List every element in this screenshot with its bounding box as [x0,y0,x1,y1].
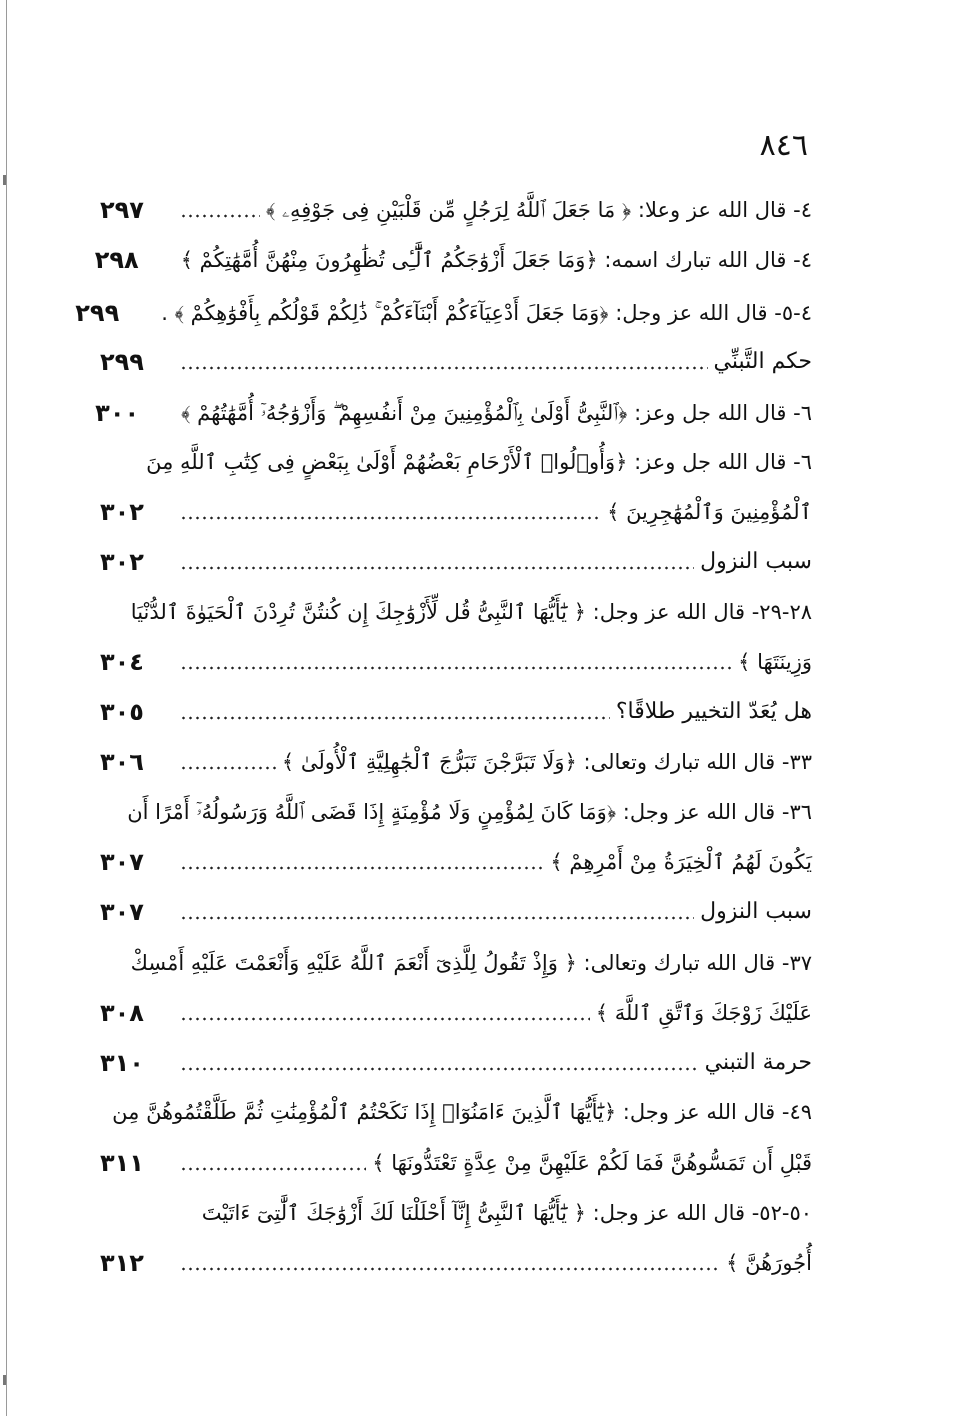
toc-entry-title: ٤٩- قال الله عز وجل: ﴿يَٰٓأَيُّهَا ٱلَّذِينَ ءَامَنُوٓا۟ إِذَا نَكَحْتُمُ ٱلْمُؤْمِنَٰتِ ثُمَّ طَلَّقْتُمُوهُنَّ مِن [112,1100,812,1124]
toc-entry-title: ٣٣- قال الله تبارك وتعالى: ﴿وَلَا تَبَرَّجْنَ تَبَرُّجَ ٱلْجَٰهِلِيَّةِ ٱلْأُولَىٰ ﴾ [281,750,812,774]
toc-page-number: ٣١٢ [100,1249,144,1277]
toc-entry-title: ٤- قال الله تبارك اسمه: ﴿وَمَا جَعَلَ أَزْوَٰجَكُمُ ٱلَّٰٓـِٔى تُظَٰهِرُونَ مِنْهُنَّ أُمَّهَٰتِكُمْ ﴾ [180,248,812,272]
toc-entry [100,342,812,382]
toc-entry [100,542,812,582]
dot-leader [180,364,708,372]
toc-entry-title: ٤-٥- قال الله عز وجل: ﴿وَمَا جَعَلَ أَدْعِيَآءَكُمْ أَبْنَآءَكُمْ ۚ ذَٰلِكُمْ قَوْلُكُم بِأَفْوَٰهِكُمْ ﴾ . [161,301,812,325]
toc-entry [100,492,812,532]
toc-entry [100,1092,812,1132]
toc-entry [100,592,812,632]
toc-entry [100,792,812,832]
toc-page-number: ٣٠٥ [100,698,144,726]
dot-leader [180,764,276,772]
toc-entry [100,692,812,732]
toc-entry-title: يَكُونَ لَهُمُ ٱلْخِيَرَةُ مِنْ أَمْرِهِمْ ﴾ [550,850,812,874]
toc-entry-title: ٣٦- قال الله عز وجل: ﴿وَمَا كَانَ لِمُؤْمِنٍ وَلَا مُؤْمِنَةٍ إِذَا قَضَى ٱللَّهُ وَرَسُولُهُۥٓ أَمْرًا أَن [127,800,812,824]
toc-page-number: ٣١٠ [100,1049,144,1077]
toc-entry-title: ٤- قال الله عز وعلا: ﴿ مَا جَعَلَ ٱللَّهُ لِرَجُلٍ مِّن قَلْبَيْنِ فِى جَوْفِهِۦ ﴾ [266,198,812,222]
toc-entry-title: ٢٨-٢٩- قال الله عز وجل: ﴿ يَٰٓأَيُّهَا ٱلنَّبِىُّ قُل لِّأَزْوَٰجِكَ إِن كُنتُنَّ تُرِدْنَ ٱلْحَيَوٰةَ ٱلدُّنْيَا [130,600,812,624]
toc-entry [100,1143,812,1183]
toc-page-number: ٣٠٨ [100,999,144,1027]
toc-entry-title: عَلَيْكَ زَوْجَكَ وَٱتَّقِ ٱللَّهَ ﴾ [595,1001,812,1025]
toc-entry [95,393,812,433]
toc-page-number: ٣٠٢ [100,548,144,576]
toc-entry-title: سبب النزول [700,549,812,574]
toc-entry-title: قَبْلِ أَن تَمَسُّوهُنَّ فَمَا لَكُمْ عَلَيْهِنَّ مِنْ عِدَّةٍ تَعْتَدُّونَهَا ﴾ [372,1151,812,1175]
toc-entry [100,943,812,983]
toc-entry-title: ٣٧- قال الله تبارك وتعالى: ﴿ وَإِذْ تَقُولُ لِلَّذِىٓ أَنْعَمَ ٱللَّهُ عَلَيْهِ وَأَنْعَمْتَ عَلَيْهِ أَمْسِكْ [130,951,812,975]
toc-entry [100,190,812,230]
toc-entry [100,742,812,782]
toc-entry [100,442,812,482]
toc-page-number: ٢٩٩ [75,299,120,327]
toc-entry-title: ٦- قال الله جل وعز: ﴿وَأُو۟لُوا۟ ٱلْأَرْحَامِ بَعْضُهُمْ أَوْلَىٰ بِبَعْضٍ فِى كِتَٰبِ ٱللَّهِ مِنَ [146,450,812,474]
toc-page-number: ٣٠٦ [100,748,144,776]
dot-leader [180,864,544,872]
toc-entry-title: ٥٠-٥٢- قال الله عز وجل: ﴿ يَٰٓأَيُّهَا ٱلنَّبِىُّ إِنَّآ أَحْلَلْنَا لَكَ أَزْوَٰجَكَ ٱلَّٰتِىٓ ءَاتَيْتَ [201,1201,812,1225]
toc-page-number: ٣١١ [100,1149,144,1177]
dot-leader [180,564,694,572]
toc-entry [100,642,812,682]
toc-entry [100,1193,812,1233]
dot-leader [180,514,601,522]
dot-leader [180,212,260,220]
dot-leader [180,1265,720,1273]
toc-page-number: ٣٠٢ [100,498,144,526]
toc-entry-title: ٱلْمُؤْمِنِينَ وَٱلْمُهَٰجِرِينَ ﴾ [607,500,812,524]
toc-entry-title: أُجُورَهُنَّ ﴾ [726,1251,812,1275]
toc-page-number: ٣٠٤ [100,648,144,676]
dot-leader [180,1065,699,1073]
toc-entry-title: هل يُعَدّ التخيير طلاقًا؟ [615,699,812,724]
toc-page-number: ٣٠٠ [95,399,140,427]
toc-entry [100,842,812,882]
dot-leader [180,1165,366,1173]
toc-entry [75,293,812,333]
toc-entry [100,993,812,1033]
toc-page-number: ٢٩٧ [100,196,144,224]
toc-entry [100,1043,812,1083]
toc-page-number: ٣٠٧ [100,848,144,876]
page-number: ٨٤٦ [759,128,808,163]
toc-entry-title: وَزِينَتَهَا ﴾ [738,650,812,674]
toc-entry [94,240,812,280]
toc-entry-title: ٦- قال الله جل وعز: ﴿ٱلنَّبِىُّ أَوْلَىٰ بِٱلْمُؤْمِنِينَ مِنْ أَنفُسِهِمْ ۖ وَأَزْوَٰجُهُۥٓ أُمَّهَٰتُهُمْ ﴾ [181,401,812,425]
toc-page-number: ٣٠٧ [100,898,144,926]
toc-entry [100,1243,812,1283]
dot-leader [180,914,694,922]
toc-entry [100,892,812,932]
toc-entry-title: سبب النزول [700,899,812,924]
toc-entry-title: حكم التَّبنِّي [713,349,812,374]
dot-leader [180,714,610,722]
toc-entry-title: حرمة التبني [704,1050,812,1075]
dot-leader [180,664,732,672]
dot-leader [180,1015,590,1023]
toc-page-number: ٢٩٩ [100,348,144,376]
toc-page-number: ٢٩٨ [94,246,139,274]
